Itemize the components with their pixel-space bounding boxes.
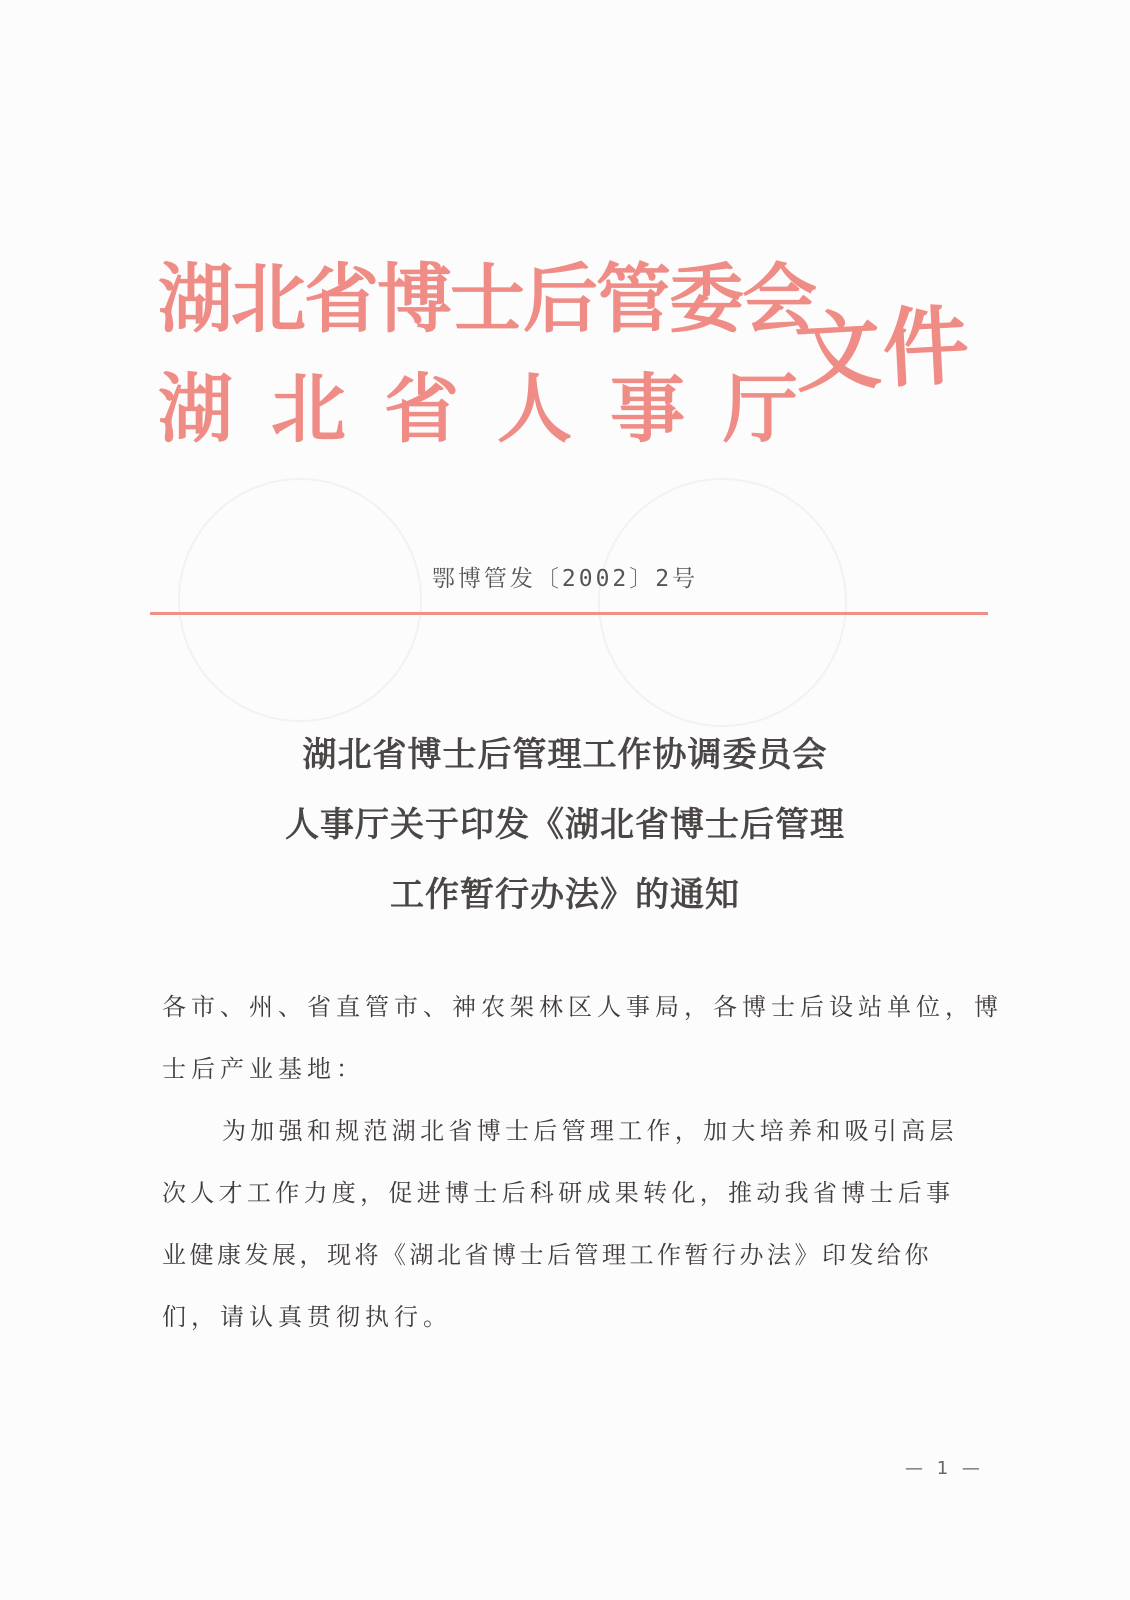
masthead-issuer-2: 湖北省人事厅 xyxy=(158,365,837,453)
body-paragraph-line-1: 为加强和规范湖北省博士后管理工作，加大培养和吸引高层 xyxy=(222,1117,958,1145)
body-paragraph-line-3: 业健康发展，现将《湖北省博士后管理工作暂行办法》印发给你 xyxy=(162,1241,932,1269)
masthead-issuer-1: 湖北省博士后管委会 xyxy=(158,255,816,343)
red-separator-line xyxy=(150,612,988,615)
document-number: 鄂博管发〔2002〕2号 xyxy=(431,566,699,592)
masthead-document-label: 文件 xyxy=(792,294,974,405)
document-title-line-2: 人事厅关于印发《湖北省博士后管理 xyxy=(285,805,845,845)
body-paragraph-line-2: 次人才工作力度，促进博士后科研成果转化，推动我省博士后事 xyxy=(162,1179,955,1207)
page-number: — 1 — xyxy=(905,1458,984,1479)
addressee-line-1: 各市、州、省直管市、神农架林区人事局，各博士后设站单位，博 xyxy=(162,993,1003,1021)
faint-seal-right xyxy=(598,478,847,727)
faint-seal-left xyxy=(178,478,422,722)
document-title-line-3: 工作暂行办法》的通知 xyxy=(390,875,740,915)
addressee-line-2: 士后产业基地： xyxy=(162,1055,365,1083)
body-paragraph-line-4: 们，请认真贯彻执行。 xyxy=(162,1303,452,1331)
document-title-line-1: 湖北省博士后管理工作协调委员会 xyxy=(302,735,828,775)
